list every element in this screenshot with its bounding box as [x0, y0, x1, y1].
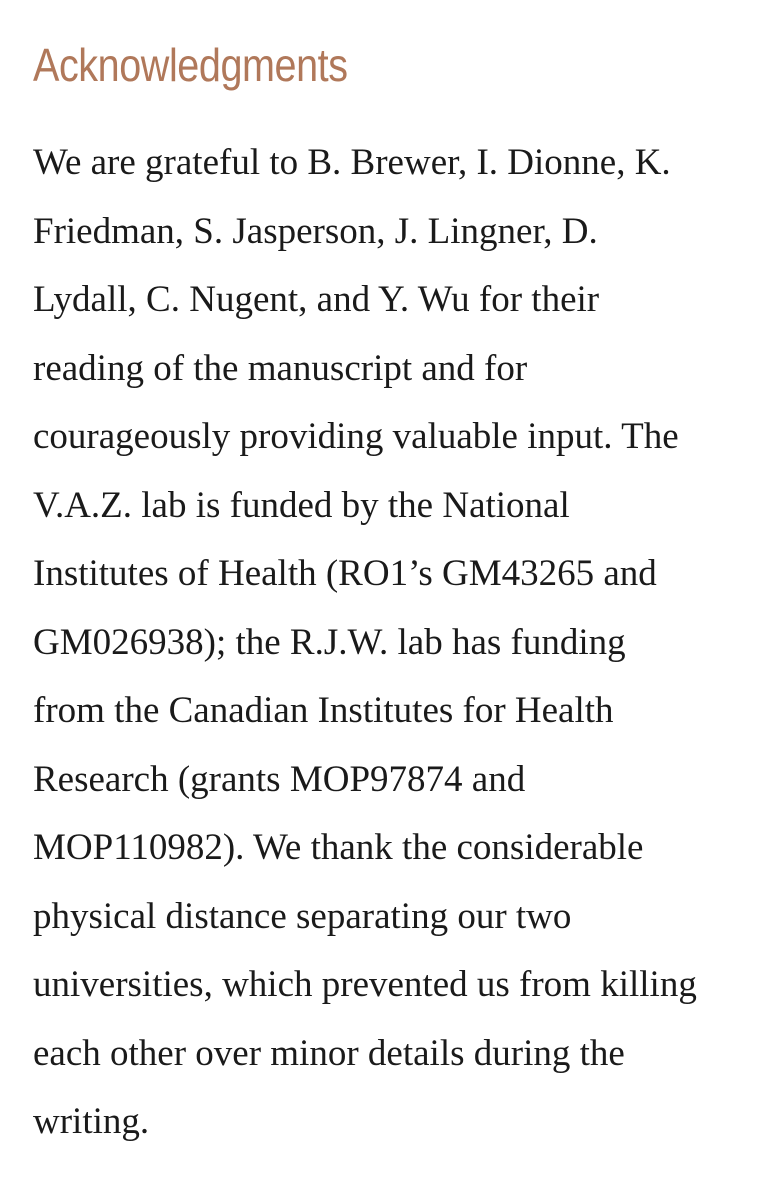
paragraph-line: writing.: [33, 1101, 150, 1142]
paragraph-line: Institutes of Health (RO1’s GM43265 and: [33, 553, 657, 594]
paragraph-line: We are grateful to B. Brewer, I. Dionne, K.: [33, 142, 671, 183]
paragraph-line: physical distance separating our two: [33, 895, 572, 937]
paragraph-line: each other over minor details during the: [33, 1032, 625, 1074]
paragraph-line: MOP110982). We thank the considerable: [33, 827, 644, 868]
paragraph-line: from the Canadian Institutes for Health: [33, 690, 614, 731]
paragraph-line: GM026938); the R.J.W. lab has funding: [33, 621, 626, 663]
paragraph-line: Friedman, S. Jasperson, J. Lingner, D.: [33, 210, 598, 252]
paragraph-line: V.A.Z. lab is funded by the National: [33, 484, 570, 526]
acknowledgments-paragraph: [33, 129, 697, 1157]
paragraph-line: reading of the manuscript and for: [33, 347, 528, 389]
paragraph-line: Lydall, C. Nugent, and Y. Wu for their: [33, 279, 600, 320]
paragraph-line: universities, which prevented us from killing: [33, 964, 697, 1005]
paragraph-line: courageously providing valuable input. The: [33, 416, 679, 457]
paragraph-line: Research (grants MOP97874 and: [33, 758, 526, 800]
section-heading: Acknowledgments: [33, 39, 348, 91]
